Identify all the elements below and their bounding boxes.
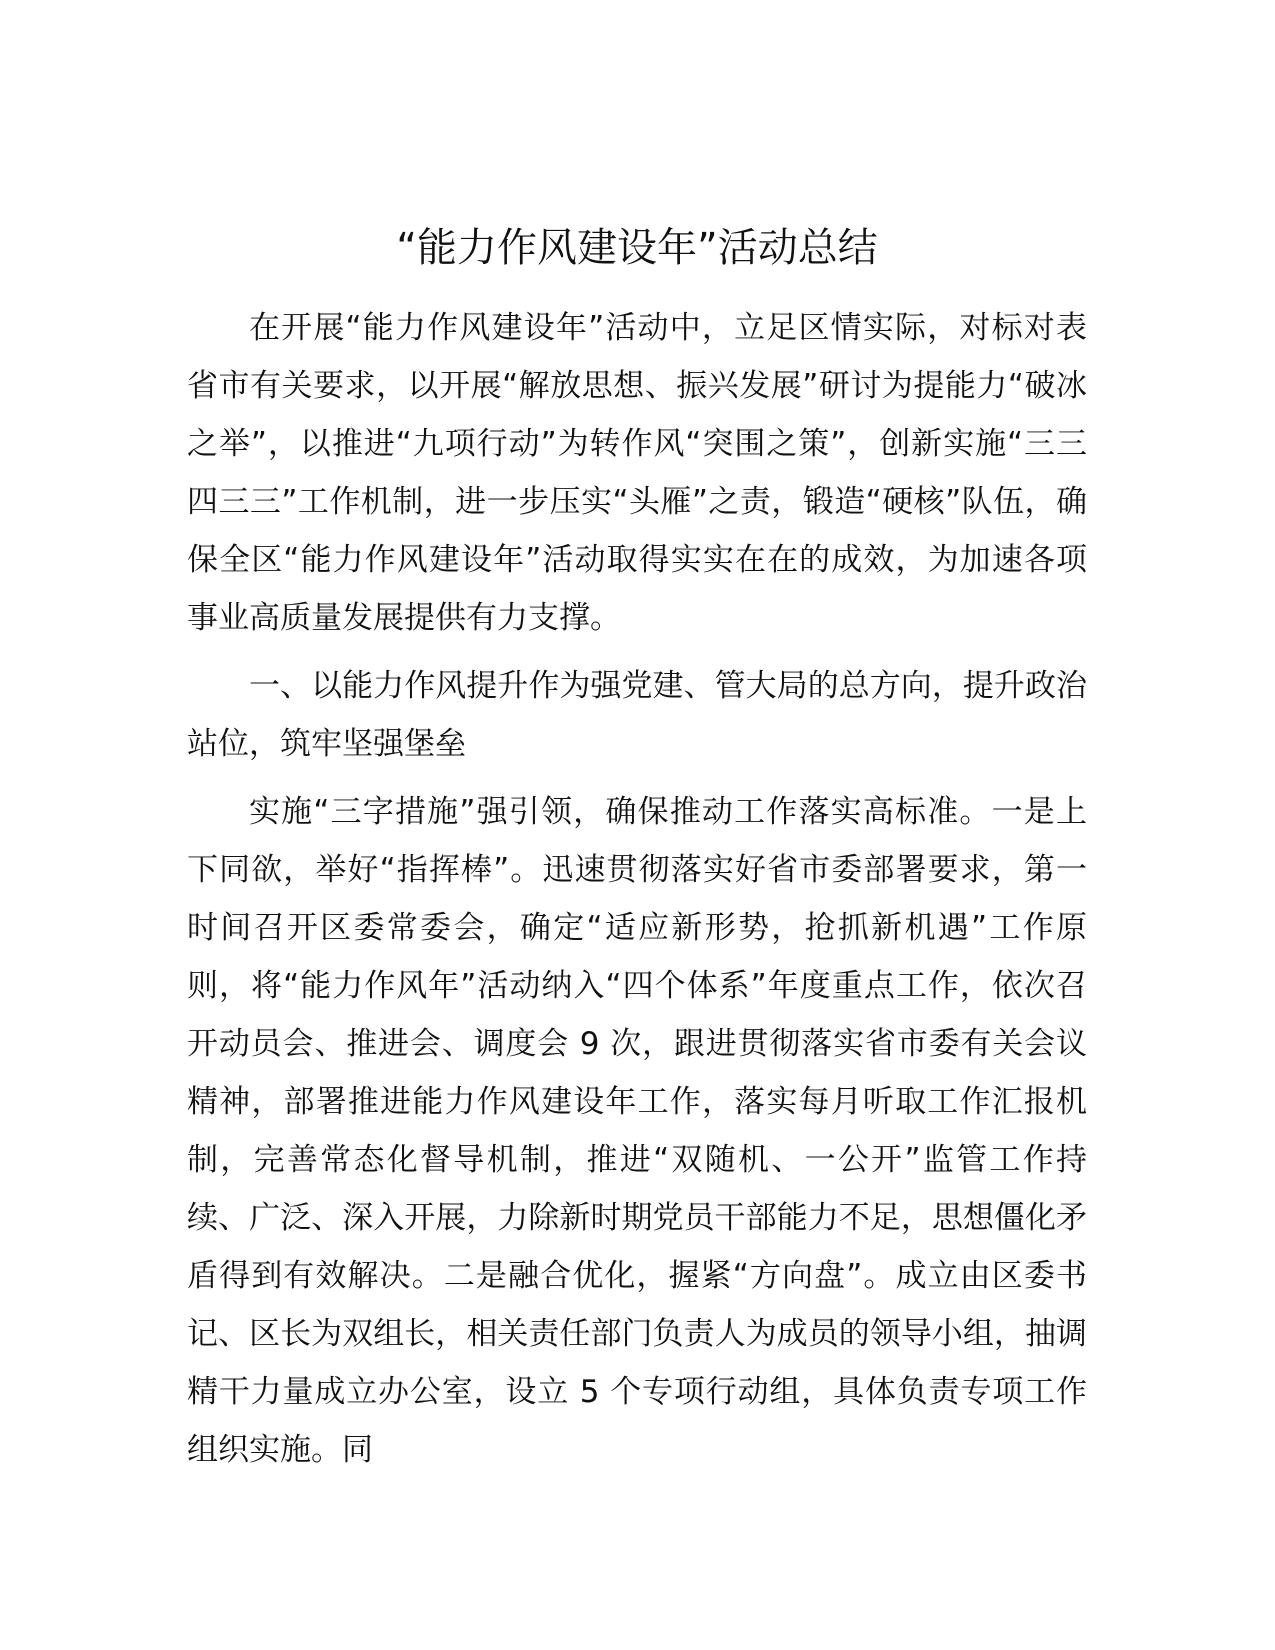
section-heading-1: 一、以能力作风提升作为强党建、管大局的总方向，提升政治站位，筑牢坚强堡垒 (187, 668, 1087, 762)
document-page (187, 219, 1087, 1479)
document-title: “能力作风建设年”活动总结 (396, 225, 878, 271)
paragraph-body: 实施“三字措施”强引领，确保推动工作落实高标准。一是上下同欲，举好“指挥棒”。迅速贯彻落实好省市委部署要求，第一时间召开区委常委会，确定“适应新形势，抢抓新机遇”工作原则，将“能力作风年”活动纳入“四个体系”年度重点工作，依次召开动员会、推进会、调度会 9 次，跟进贯彻落实省市委有关会议精神，部署推进能力作风建设年工作，落实每月听取工作汇报机制，完善常态化督导机制，推进“双随机、一公开”监管工作持续、广泛、深入开展，力除新时期党员干部能力不足，思想僵化矛盾得到有效解决。二是融合优化，握紧“方向盘”。成立由区委书记、区长为双组长，相关责任部门负责人为成员的领导小组，抽调精干力量成立办公室，设立 5 个专项行动组，具体负责专项工作组织实施。同 (187, 794, 1087, 1468)
paragraph-intro: 在开展“能力作风建设年”活动中，立足区情实际，对标对表省市有关要求，以开展“解放思想、振兴发展”研讨为提能力“破冰之举”，以推进“九项行动”为转作风“突围之策”，创新实施“三三四三三”工作机制，进一步压实“头雁”之责，锻造“硬核”队伍，确保全区“能力作风建设年”活动取得实实在在的成效，为加速各项事业高质量发展提供有力支撑。 (187, 310, 1087, 636)
